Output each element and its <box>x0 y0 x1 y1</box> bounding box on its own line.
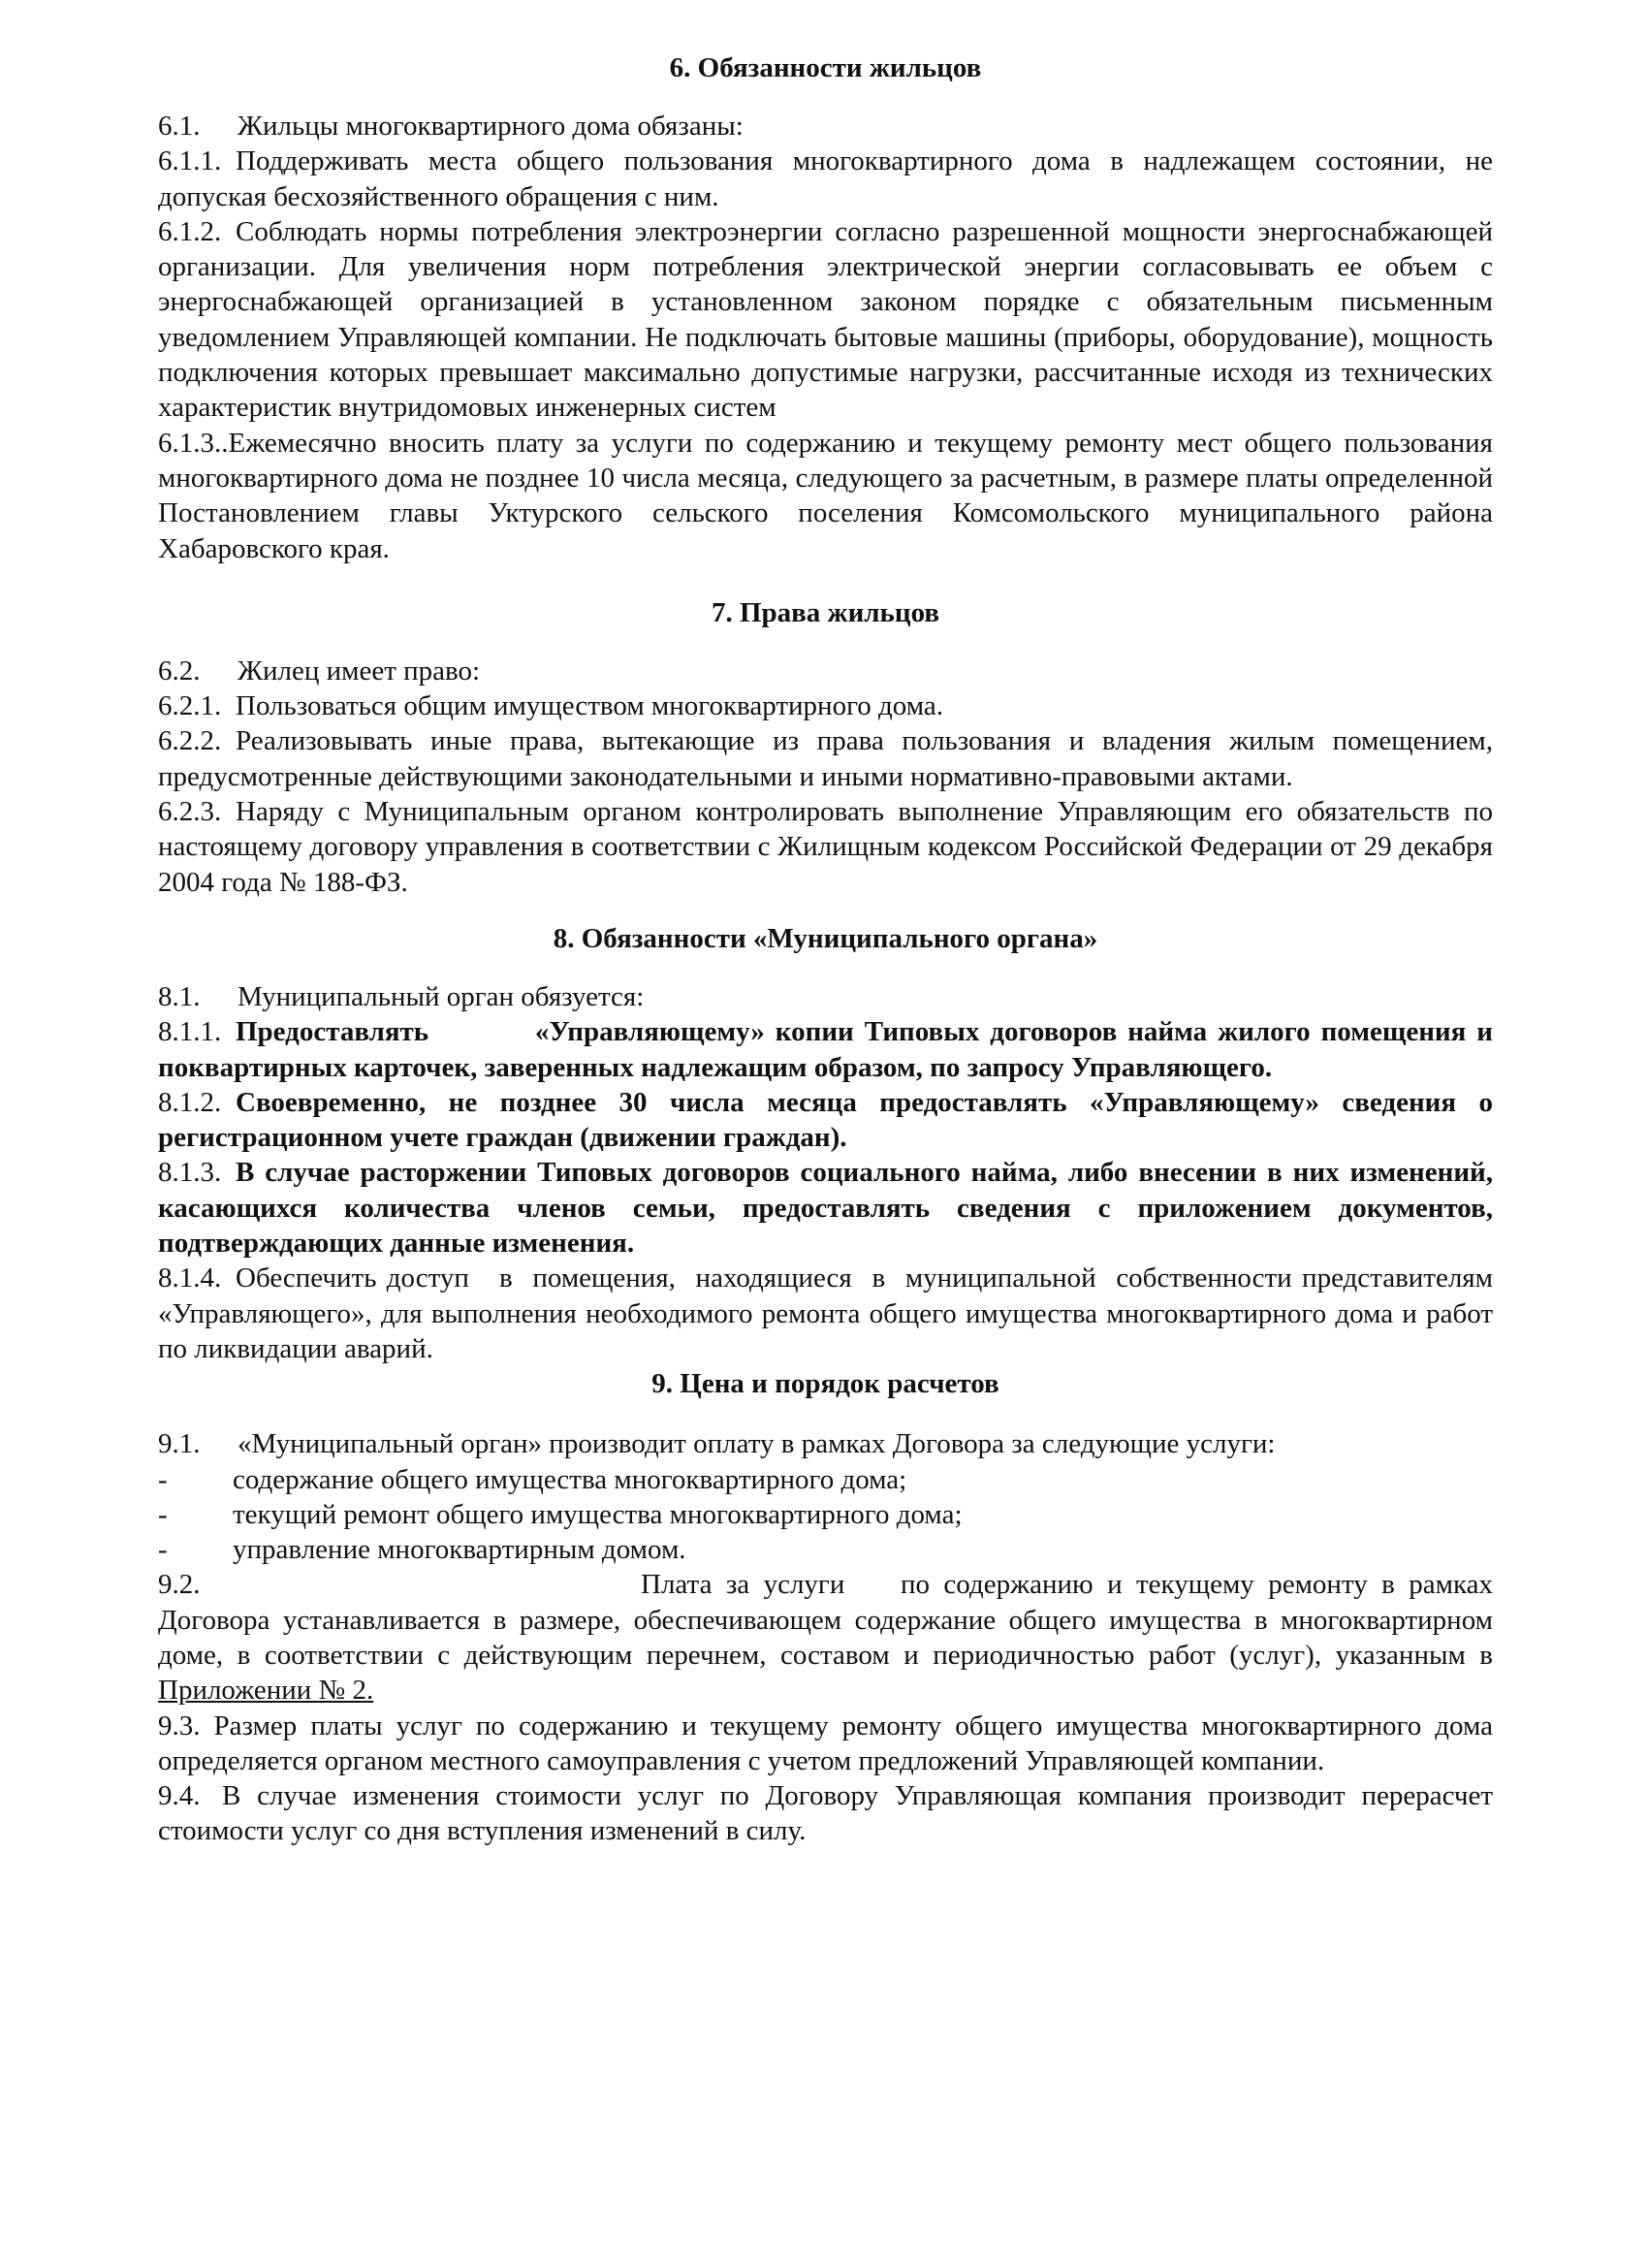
clause-number: 8.1.4. <box>158 1262 222 1294</box>
clause-text: Плата за услуги по содержанию и текущему ремонту в рамках Договора устанавливается в размере, обеспечивающем содержание общего имущества в многоквартирном доме, в соответствии с действующим перечнем, составом и периодичностью работ (услуг), указанным в <box>158 1569 1501 1671</box>
list-item-text: управление многоквартирным домом. <box>233 1534 686 1566</box>
clause-text: Жилец имеет право: <box>238 655 481 687</box>
clause-text: Жильцы многоквартирного дома обязаны: <box>238 111 744 142</box>
clause-6-1 <box>158 109 1493 144</box>
clause-text: Соблюдать нормы потребления электроэнергии согласно разрешенной мощности энергоснабжающей организации. Для увеличения норм потребления электрической энергии согласовывать ее объем с энергоснабжающей организацией в установленном законом порядке с обязательным письменным уведомлением Управляющей компании. Не подключать бытовые машины (приборы, оборудование), мощность подключения которых превышает максимально допустимые нагрузки, рассчитанные исходя из технических характеристик внутридомовых инженерных систем <box>158 215 1493 424</box>
clause-number: 6.1.1. <box>158 145 222 177</box>
clause-number: 6.2.2. <box>158 725 222 757</box>
clause-number: 8.1.1. <box>158 1016 222 1048</box>
clause-8-1-2 <box>158 1085 1493 1156</box>
clause-text: Пользоваться общим имуществом многоквартирного дома. <box>236 690 943 722</box>
clause-number: 9.4. <box>158 1780 201 1812</box>
clause-number: 6.1.2. <box>158 215 222 247</box>
clause-text: В случае изменения стоимости услуг по Договору Управляющая компания производит перерасчет стоимости услуг со дня вступления изменений в силу. <box>158 1780 1493 1847</box>
clause-9-2 <box>158 1567 1501 1708</box>
clause-text: Наряду с Муниципальным органом контролировать выполнение Управляющим его обязательств по настоящему договору управления в соответствии с Жилищным кодексом Российской Федерации от 29 декабря 2004 года № 188-ФЗ. <box>158 796 1493 898</box>
clause-text: «Муниципальный орган» производит оплату в рамках Договора за следующие услуги: <box>238 1428 1276 1460</box>
clause-6-2-3 <box>158 794 1493 900</box>
clause-6-1-3 <box>158 426 1493 566</box>
list-item <box>158 1462 1493 1497</box>
list-dash: - <box>158 1534 168 1566</box>
list-item-text: содержание общего имущества многоквартирного дома; <box>233 1463 907 1495</box>
clause-number: 6.1.3. <box>158 427 222 459</box>
clause-number: 9.1. <box>158 1428 201 1460</box>
list-item <box>158 1532 1493 1567</box>
clause-number: 6.2. <box>158 655 201 687</box>
clause-text: Своевременно, не позднее 30 числа месяца предоставлять «Управляющему» сведения о регистрационном учете граждан (движении граждан). <box>158 1086 1493 1154</box>
section-7-title: 7. Права жильцов <box>711 596 940 628</box>
clause-6-1-1 <box>158 144 1493 214</box>
clause-6-2-2 <box>158 723 1493 794</box>
clause-text: В случае расторжении Типовых договоров социального найма, либо внесении в них изменений, касающихся количества членов семьи, предоставлять сведения с приложением документов, подтверждающих данные изменения. <box>158 1157 1493 1260</box>
clause-6-1-2 <box>158 214 1493 426</box>
list-dash: - <box>158 1498 168 1530</box>
clause-8-1-4 <box>158 1261 1501 1366</box>
clause-number: 6.2.1. <box>158 690 222 722</box>
clause-6-2-1 <box>158 688 1493 723</box>
clause-text: 9.3. Размер платы услуг по содержанию и текущему ремонту общего имущества многоквартирного дома определяется органом местного самоуправления с учетом предложений Управляющей компании. <box>158 1709 1493 1776</box>
clause-text: Реализовывать иные права, вытекающие из права пользования и владения жилым помещением, предусмотренные действующими законодательными и иными нормативно-правовыми актами. <box>158 725 1493 792</box>
clause-number: 8.1. <box>158 980 201 1012</box>
clause-9-3 <box>158 1709 1493 1779</box>
spacer <box>158 900 1493 921</box>
section-6-title: 6. Обязанности жильцов <box>669 52 982 83</box>
clause-number: 9.2. <box>158 1569 201 1601</box>
clause-9-1 <box>158 1426 1493 1461</box>
clause-text: Поддерживать места общего пользования многоквартирного дома в надлежащем состоянии, не допуская бесхозяйственного обращения с ним. <box>158 145 1493 212</box>
clause-text: .Ежемесячно вносить плату за услуги по содержанию и текущему ремонту мест общего пользования многоквартирного дома не позднее 10 числа месяца, следующего за расчетным, в размере платы определенной Постановлением главы Уктурского сельского поселения Комсомольского муниципального района Хабаровского края. <box>158 427 1493 564</box>
clause-8-1-3 <box>158 1155 1493 1261</box>
appendix-link: Приложении № 2. <box>158 1675 374 1707</box>
list-dash: - <box>158 1463 168 1495</box>
clause-number: 8.1.3. <box>158 1157 222 1189</box>
section-8-title: 8. Обязанности «Муниципального органа» <box>553 922 1098 954</box>
clause-text: Обеспечить доступ в помещения, находящиеся в муниципальной собственности представителям «Управляющего», для выполнения необходимого ремонта общего имущества многоквартирного дома и работ по ликвидации аварий. <box>158 1262 1501 1364</box>
clause-8-1-1 <box>158 1014 1501 1085</box>
clause-9-4 <box>158 1778 1493 1849</box>
clause-text: Муниципальный орган обязуется: <box>238 980 645 1012</box>
list-item <box>158 1497 1493 1532</box>
clause-text: Предоставлять «Управляющему» копии Типовых договоров найма жилого помещения и поквартирных карточек, заверенных надлежащим образом, по запросу Управляющего. <box>158 1016 1501 1083</box>
clause-6-2 <box>158 654 1493 688</box>
clause-number: 6.2.3. <box>158 796 222 828</box>
clause-number: 8.1.2. <box>158 1086 222 1118</box>
list-item-text: текущий ремонт общего имущества многоквартирного дома; <box>233 1498 963 1530</box>
section-9-title: 9. Цена и порядок расчетов <box>651 1368 999 1400</box>
spacer <box>158 566 1493 595</box>
clause-number: 6.1. <box>158 111 201 142</box>
clause-8-1 <box>158 979 1493 1014</box>
